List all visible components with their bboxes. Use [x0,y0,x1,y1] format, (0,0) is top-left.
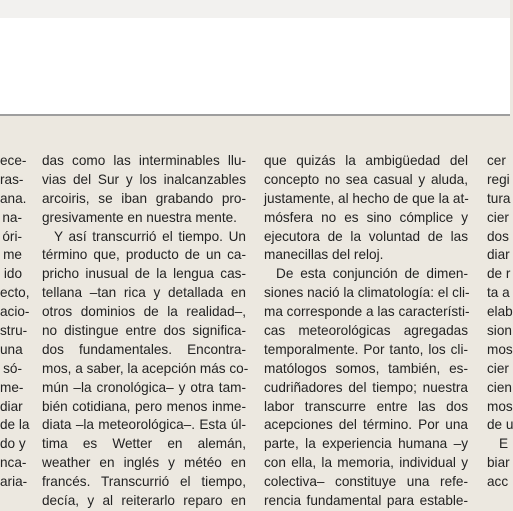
text-line: stru- [0,323,28,339]
text-line: concepto no sea casual y aluda, [264,171,468,187]
text-line: mos [487,398,513,414]
top-band [0,0,510,18]
text-line: arcoiris, se iban grabando pro- [42,190,246,206]
text-line: diata –la meteorológica–. Esta úl- [42,417,246,433]
text-column-right-fragment [487,152,513,492]
text-line: francés. Transcurrió el tiempo, [42,474,246,490]
text-line: que quizás la ambigüedad del [264,153,468,168]
text-line: me- [0,379,24,395]
text-line: do y [0,436,26,452]
text-line: pricho inusual de la lengua cas- [42,266,246,282]
text-line: óri- [2,228,22,244]
text-line: decía, y al reiterarlo reparo en [42,493,246,509]
text-line: ana. [0,190,27,206]
text-line: mos [487,341,513,357]
text-line: das como las interminables llu- [42,153,246,168]
text-line: tura [487,190,511,206]
text-line: tellana –tan rica y detallada en [42,285,246,301]
text-line: labor transcurre entre las dos [264,398,468,414]
text-line: ma corresponde a las característi- [264,304,470,320]
text-line: de la [0,417,30,433]
text-line: siones nació la climatología: el cli- [264,285,470,301]
text-line: só- [3,360,22,376]
text-line: temporalmente. Por tanto, los cli- [264,341,468,357]
text-line: mósfera no es sino cómplice y [264,209,468,225]
text-line: vias del Sur y los inalcanzables [42,171,246,187]
text-line: rencia fundamental para estable- [264,493,468,509]
text-line: aria- [0,474,28,490]
text-column-2 [42,152,249,511]
text-line: cier [487,209,509,225]
text-line: de u [487,417,513,433]
text-line: parte, la experiencia humana –y [264,436,468,452]
text-line: sion [487,323,512,339]
text-line: acc [487,474,509,490]
text-line: ecto, [0,285,30,301]
text-line: bién cotidiana, pero menos inme- [42,398,246,414]
text-line: ras- [0,171,24,187]
text-line: diar [487,247,510,263]
text-line: dos fundamentales. Encontra- [42,341,246,357]
text-line: mos, a saber, la acepción más co- [42,360,249,376]
text-line: cas meteorológicas agregadas [264,323,468,339]
text-line: cien [487,379,512,395]
text-line: Y así transcurrió el tiempo. Un [54,228,246,244]
text-line: acio- [0,304,30,320]
text-line: acepciones del término. Por una [264,417,468,433]
text-line: una [0,341,23,357]
text-line: biar [487,455,510,471]
text-line: E [499,436,509,452]
text-line: cer [487,153,506,168]
text-column-left-fragment [0,152,30,492]
text-line: matólogos somos, también, es- [264,360,468,376]
text-line: ido [3,266,22,282]
text-line: de r [487,266,511,282]
text-line: ejecutora de la voluntad de las [264,228,468,244]
text-line: mún –la cronológica– y otra tam- [42,379,246,395]
text-line: término que, producto de un ca- [42,247,246,263]
text-line: gresivamente en nuestra mente. [42,209,237,225]
text-column-3 [264,152,468,511]
text-line: elab [487,304,513,320]
text-line: ece- [0,153,27,168]
text-line: me [3,247,22,263]
text-line: justamente, al hecho de que la at- [264,190,469,206]
text-line: con ella, la memoria, individual y [264,455,468,471]
text-line: tima es Wetter en alemán, [42,436,246,452]
text-line: diar [0,398,23,414]
text-line: colectiva– constituye una refe- [264,474,468,490]
text-line: De esta conjunción de dimen- [276,266,468,282]
text-line: cudriñadores del tiempo; nuestra [264,379,468,395]
text-line: nca- [0,455,27,471]
text-line: weather en inglés y météo en [42,455,246,471]
text-line: cier [487,360,509,376]
header-panel [0,18,510,116]
text-line: na- [2,209,22,225]
text-line: otros dominios de la realidad–, [42,304,246,320]
text-line: dos [487,228,509,244]
text-line: ta a [487,285,510,301]
text-line: manecillas del reloj. [264,247,384,263]
text-line: regi [487,171,510,187]
text-line: no distingue entre dos significa- [42,323,246,339]
